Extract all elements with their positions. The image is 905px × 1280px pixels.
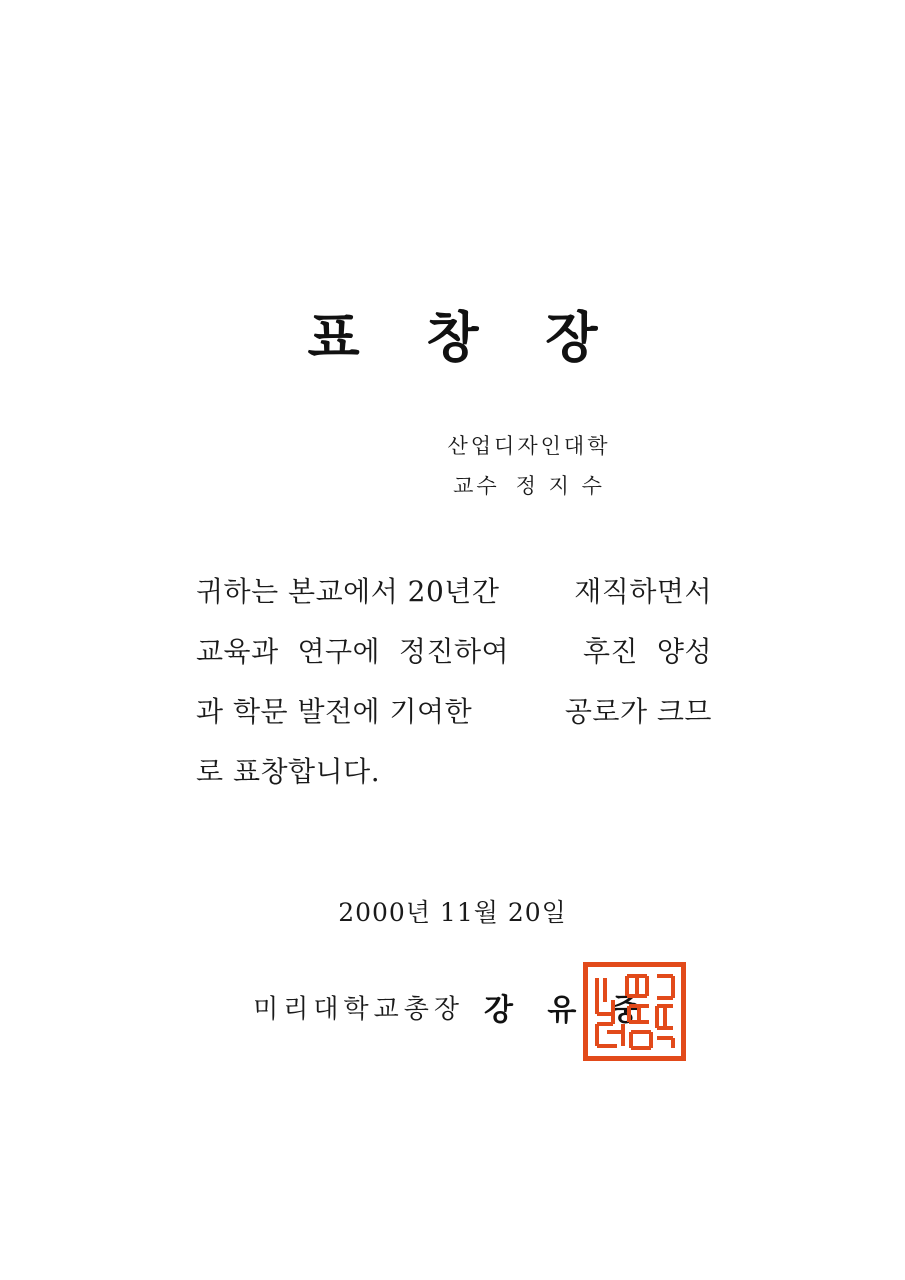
issuer-title: 미리대학교총장	[253, 994, 464, 1025]
signer-name: 강 유 중	[483, 993, 652, 1028]
citation-line-1	[196, 562, 712, 622]
page-title: 표 창 장	[307, 305, 622, 369]
citation-line-1-b: 재직하면서	[574, 575, 712, 608]
recipient-role: 교수	[453, 474, 500, 498]
citation-line-3-b: 공로가 크므	[564, 695, 712, 728]
citation-line-2	[196, 622, 712, 682]
recipient-person	[150, 476, 905, 497]
signature-block	[0, 985, 905, 1029]
citation-line-2-b: 후진 양성	[583, 635, 712, 668]
citation-body	[196, 562, 712, 802]
recipient-affiliation: 산업디자인대학	[447, 434, 611, 458]
citation-line-2-a: 교육과 연구에 정진하여	[196, 635, 510, 668]
citation-line-3-a: 과 학문 발전에 기여한	[196, 695, 473, 728]
issue-date: 2000년 11월 20일	[338, 898, 567, 927]
citation-line-1-a: 귀하는 본교에서 20년간	[196, 575, 500, 608]
recipient-block	[0, 436, 905, 497]
recipient-name: 정 지 수	[515, 474, 605, 498]
citation-line-3	[196, 682, 712, 742]
official-seal-icon	[583, 962, 686, 1061]
citation-line-4: 로 표창합니다.	[196, 755, 381, 788]
